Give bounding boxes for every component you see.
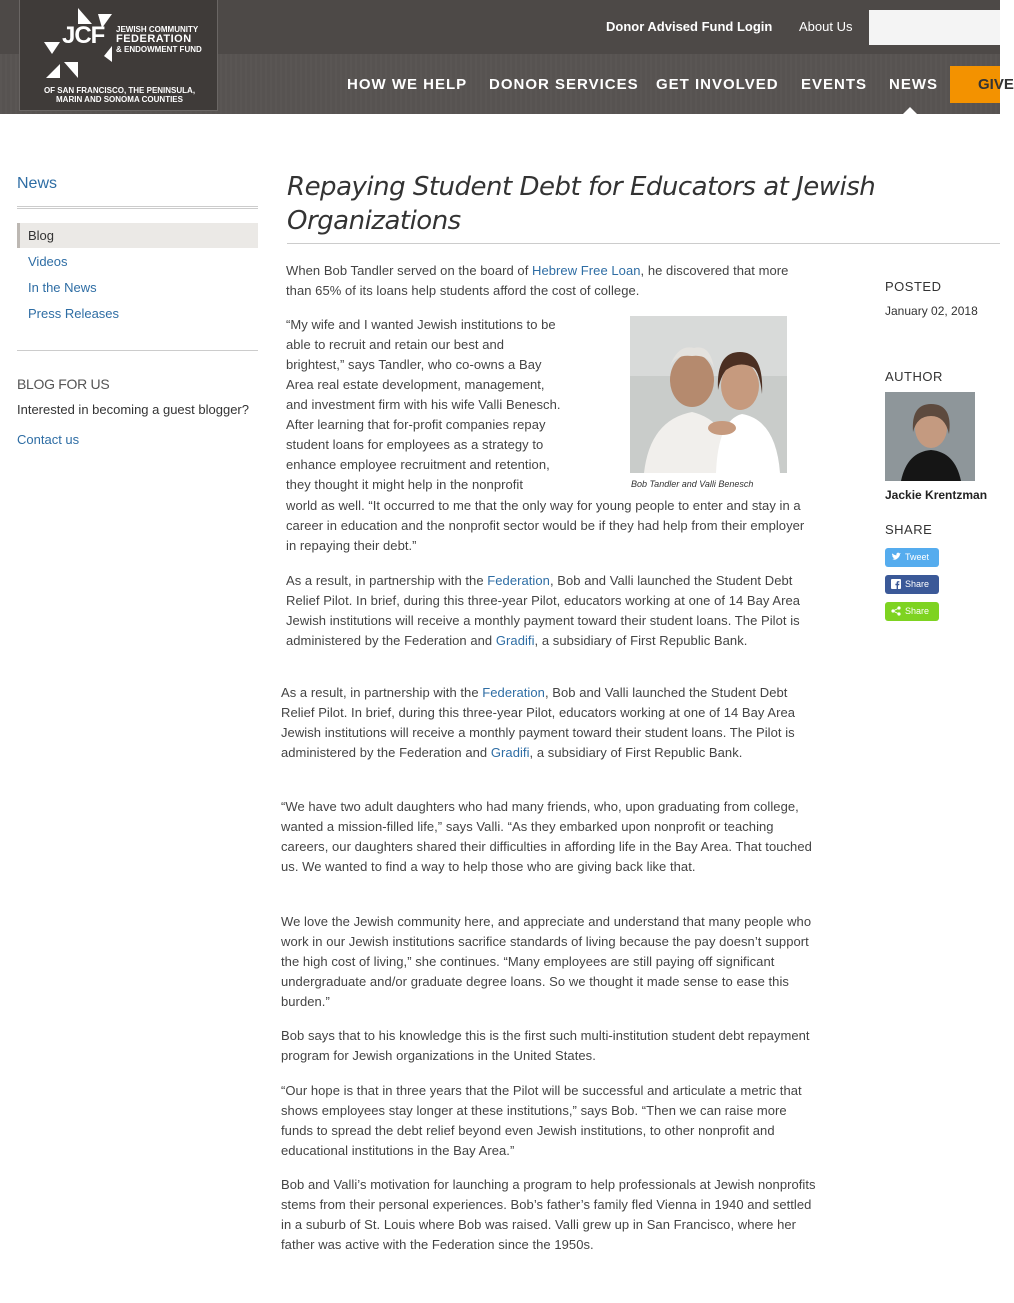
photo-caption: Bob Tandler and Valli Benesch xyxy=(631,479,754,489)
paragraph-line: able to recruit and retain our best and xyxy=(286,337,505,352)
logo-sub-line-1: OF SAN FRANCISCO, THE PENINSULA, xyxy=(43,86,196,95)
posted-date: January 02, 2018 xyxy=(885,304,978,318)
paragraph-text: , a subsidiary of First Republic Bank. xyxy=(529,745,743,760)
paragraph-line: they thought it might help in the nonprofit xyxy=(286,477,524,492)
logo-name-line-3: & ENDOWMENT FUND xyxy=(116,45,202,54)
paragraph-text: As a result, in partnership with the xyxy=(286,573,488,588)
article-paragraph: “Our hope is that in three years that the Pilot will be successful and articulate a metric that shows employees stay longer at these institutions,” says Bob. “Then we can raise more funds to spread the debt relief beyond even Jewish institutions, to other nonprofit and educational institutions in the Bay Area.” xyxy=(281,1083,802,1158)
couple-photo xyxy=(630,316,787,473)
tweet-button-label: Tweet xyxy=(905,552,930,562)
give-button[interactable]: GIVE xyxy=(950,66,1000,103)
paragraph-line: enhance employee recruitment and retention, xyxy=(286,457,550,472)
paragraph-line: After learning that for-profit companies repay xyxy=(286,417,546,432)
logo-sub-line-2: MARIN AND SONOMA COUNTIES xyxy=(56,95,183,104)
article-paragraph: “We have two adult daughters who had many friends, who, upon graduating from college, wanted a mission-filled life,” says Valli. “As they embarked upon nonprofit or teaching careers, our daughters shared their difficulties in affording life in the Bay Area. That touched us. We wanted to find a way to help those who are giving back like that. xyxy=(281,799,812,874)
facebook-share-label: Share xyxy=(905,579,930,589)
gradifi-link[interactable]: Gradifi xyxy=(495,633,535,648)
nav-get-involved[interactable]: GET INVOLVED xyxy=(656,76,779,93)
paragraph-text: , he discovered that more than 65% of its loans help students afford the cost of college. xyxy=(286,263,789,298)
article-paragraph: Bob and Valli’s motivation for launching a program to help professionals at Jewish nonprofits stems from their personal experiences. Bob’s father’s family fled Vienna in 1940 and settled in a suburb of St. Louis where Bob was raised. Valli grew up in San Francisco, where her father was active with the Federation since the 1950s. xyxy=(281,1177,816,1252)
article-paragraph xyxy=(281,683,821,763)
paragraph-text: As a result, in partnership with the xyxy=(281,685,483,700)
federation-link[interactable]: Federation xyxy=(482,685,545,700)
federation-link[interactable]: Federation xyxy=(487,573,550,588)
paragraph-text: , a subsidiary of First Republic Bank. xyxy=(534,633,748,648)
sidebar-item-videos[interactable]: Videos xyxy=(28,254,68,269)
donor-advised-fund-login-link[interactable]: Donor Advised Fund Login xyxy=(606,19,773,34)
generic-share-label: Share xyxy=(905,606,930,616)
blog-for-us-heading: BLOG FOR US xyxy=(17,376,110,392)
sidebar-item-in-the-news[interactable]: In the News xyxy=(28,280,97,295)
share-label: SHARE xyxy=(885,522,933,537)
article-paragraph: Bob says that to his knowledge this is the first such multi-institution student debt repayment program for Jewish organizations in the United States. xyxy=(281,1028,810,1063)
twitter-icon xyxy=(891,552,901,562)
paragraph-line: “My wife and I wanted Jewish institutions to be xyxy=(286,317,556,332)
nav-events[interactable]: EVENTS xyxy=(801,76,868,93)
logo-name-line-1: JEWISH COMMUNITY xyxy=(116,25,199,34)
nav-donor-services[interactable]: DONOR SERVICES xyxy=(489,76,639,93)
sidebar-item-blog[interactable]: Blog xyxy=(17,223,258,248)
sidebar-divider xyxy=(17,350,258,351)
paragraph-line: student loans for employees as a strategy to xyxy=(286,437,544,452)
article-paragraph xyxy=(286,571,821,651)
posted-label: POSTED xyxy=(885,279,942,294)
paragraph-text: , Bob and Valli launched the Student Debt Relief Pilot. In brief, during this three-year Pilot, educators working at one of 14 Bay Area Jewish institutions will receive a monthly payment toward their student loans. The Pilot is administered by the Federation and xyxy=(281,685,796,760)
article-paragraph: world as well. “It occurred to me that the only way for young people to enter and stay in a career in education and the nonprofit sector would be if they had help from their employer in repaying their debt.” xyxy=(286,498,805,553)
author-avatar[interactable] xyxy=(885,392,975,481)
paragraph-line: and investment firm with his wife Valli Benesch. xyxy=(286,397,561,412)
share-icon xyxy=(891,606,901,616)
sidebar-title[interactable]: News xyxy=(17,175,58,192)
search-input[interactable] xyxy=(869,10,1000,45)
page-title: Repaying Student Debt for Educators at Jewish Organizations xyxy=(287,172,876,236)
nav-how-we-help[interactable]: HOW WE HELP xyxy=(347,76,468,93)
nav-news[interactable]: NEWS xyxy=(889,76,938,93)
paragraph-text: , Bob and Valli launched the Student Debt Relief Pilot. In brief, during this three-year Pilot, educators working at one of 14 Bay Area Jewish institutions will receive a monthly payment toward their student loans. The Pilot is administered by the Federation and xyxy=(286,573,801,648)
photo-image xyxy=(630,316,787,473)
paragraph-line: brightest,” says Tandler, who co-owns a Bay xyxy=(286,357,542,372)
author-name[interactable]: Jackie Krentzman xyxy=(885,488,988,502)
author-image xyxy=(885,392,975,481)
generic-share-button[interactable] xyxy=(885,602,939,621)
logo-subtitle xyxy=(20,86,219,104)
active-nav-caret-icon xyxy=(903,107,917,114)
title-divider xyxy=(287,243,1000,244)
article-paragraph: We love the Jewish community here, and appreciate and understand that many people who work in our Jewish institutions sacrifice standards of living because the pay doesn’t support the high cost of living,” she continues. “Many employees are still paying off significant undergraduate and/or graduate degree loans. So we thought it made sense to ease this burden.” xyxy=(281,914,812,1009)
tweet-button[interactable] xyxy=(885,548,939,567)
logo-name-line-2: FEDERATION xyxy=(116,33,192,45)
facebook-share-button[interactable] xyxy=(885,575,939,594)
blog-for-us-text: Interested in becoming a guest blogger? xyxy=(17,402,249,417)
gradifi-link[interactable]: Gradifi xyxy=(490,745,530,760)
sidebar-item-press-releases[interactable]: Press Releases xyxy=(28,306,120,321)
hebrew-free-loan-link[interactable]: Hebrew Free Loan xyxy=(532,263,641,278)
logo-name xyxy=(116,25,216,54)
author-label: AUTHOR xyxy=(885,369,943,384)
logo-mark-text: JCF xyxy=(62,22,105,49)
site-logo[interactable] xyxy=(19,0,218,111)
paragraph-text: When Bob Tandler served on the board of xyxy=(286,263,533,278)
about-us-link[interactable]: About Us xyxy=(799,19,853,34)
site-header xyxy=(0,0,1014,114)
article-paragraph xyxy=(286,261,816,301)
contact-us-link[interactable]: Contact us xyxy=(17,432,80,447)
facebook-icon xyxy=(891,579,901,589)
sidebar-divider xyxy=(17,206,258,209)
article-paragraph xyxy=(286,315,626,495)
paragraph-line: Area real estate development, management, xyxy=(286,377,545,392)
